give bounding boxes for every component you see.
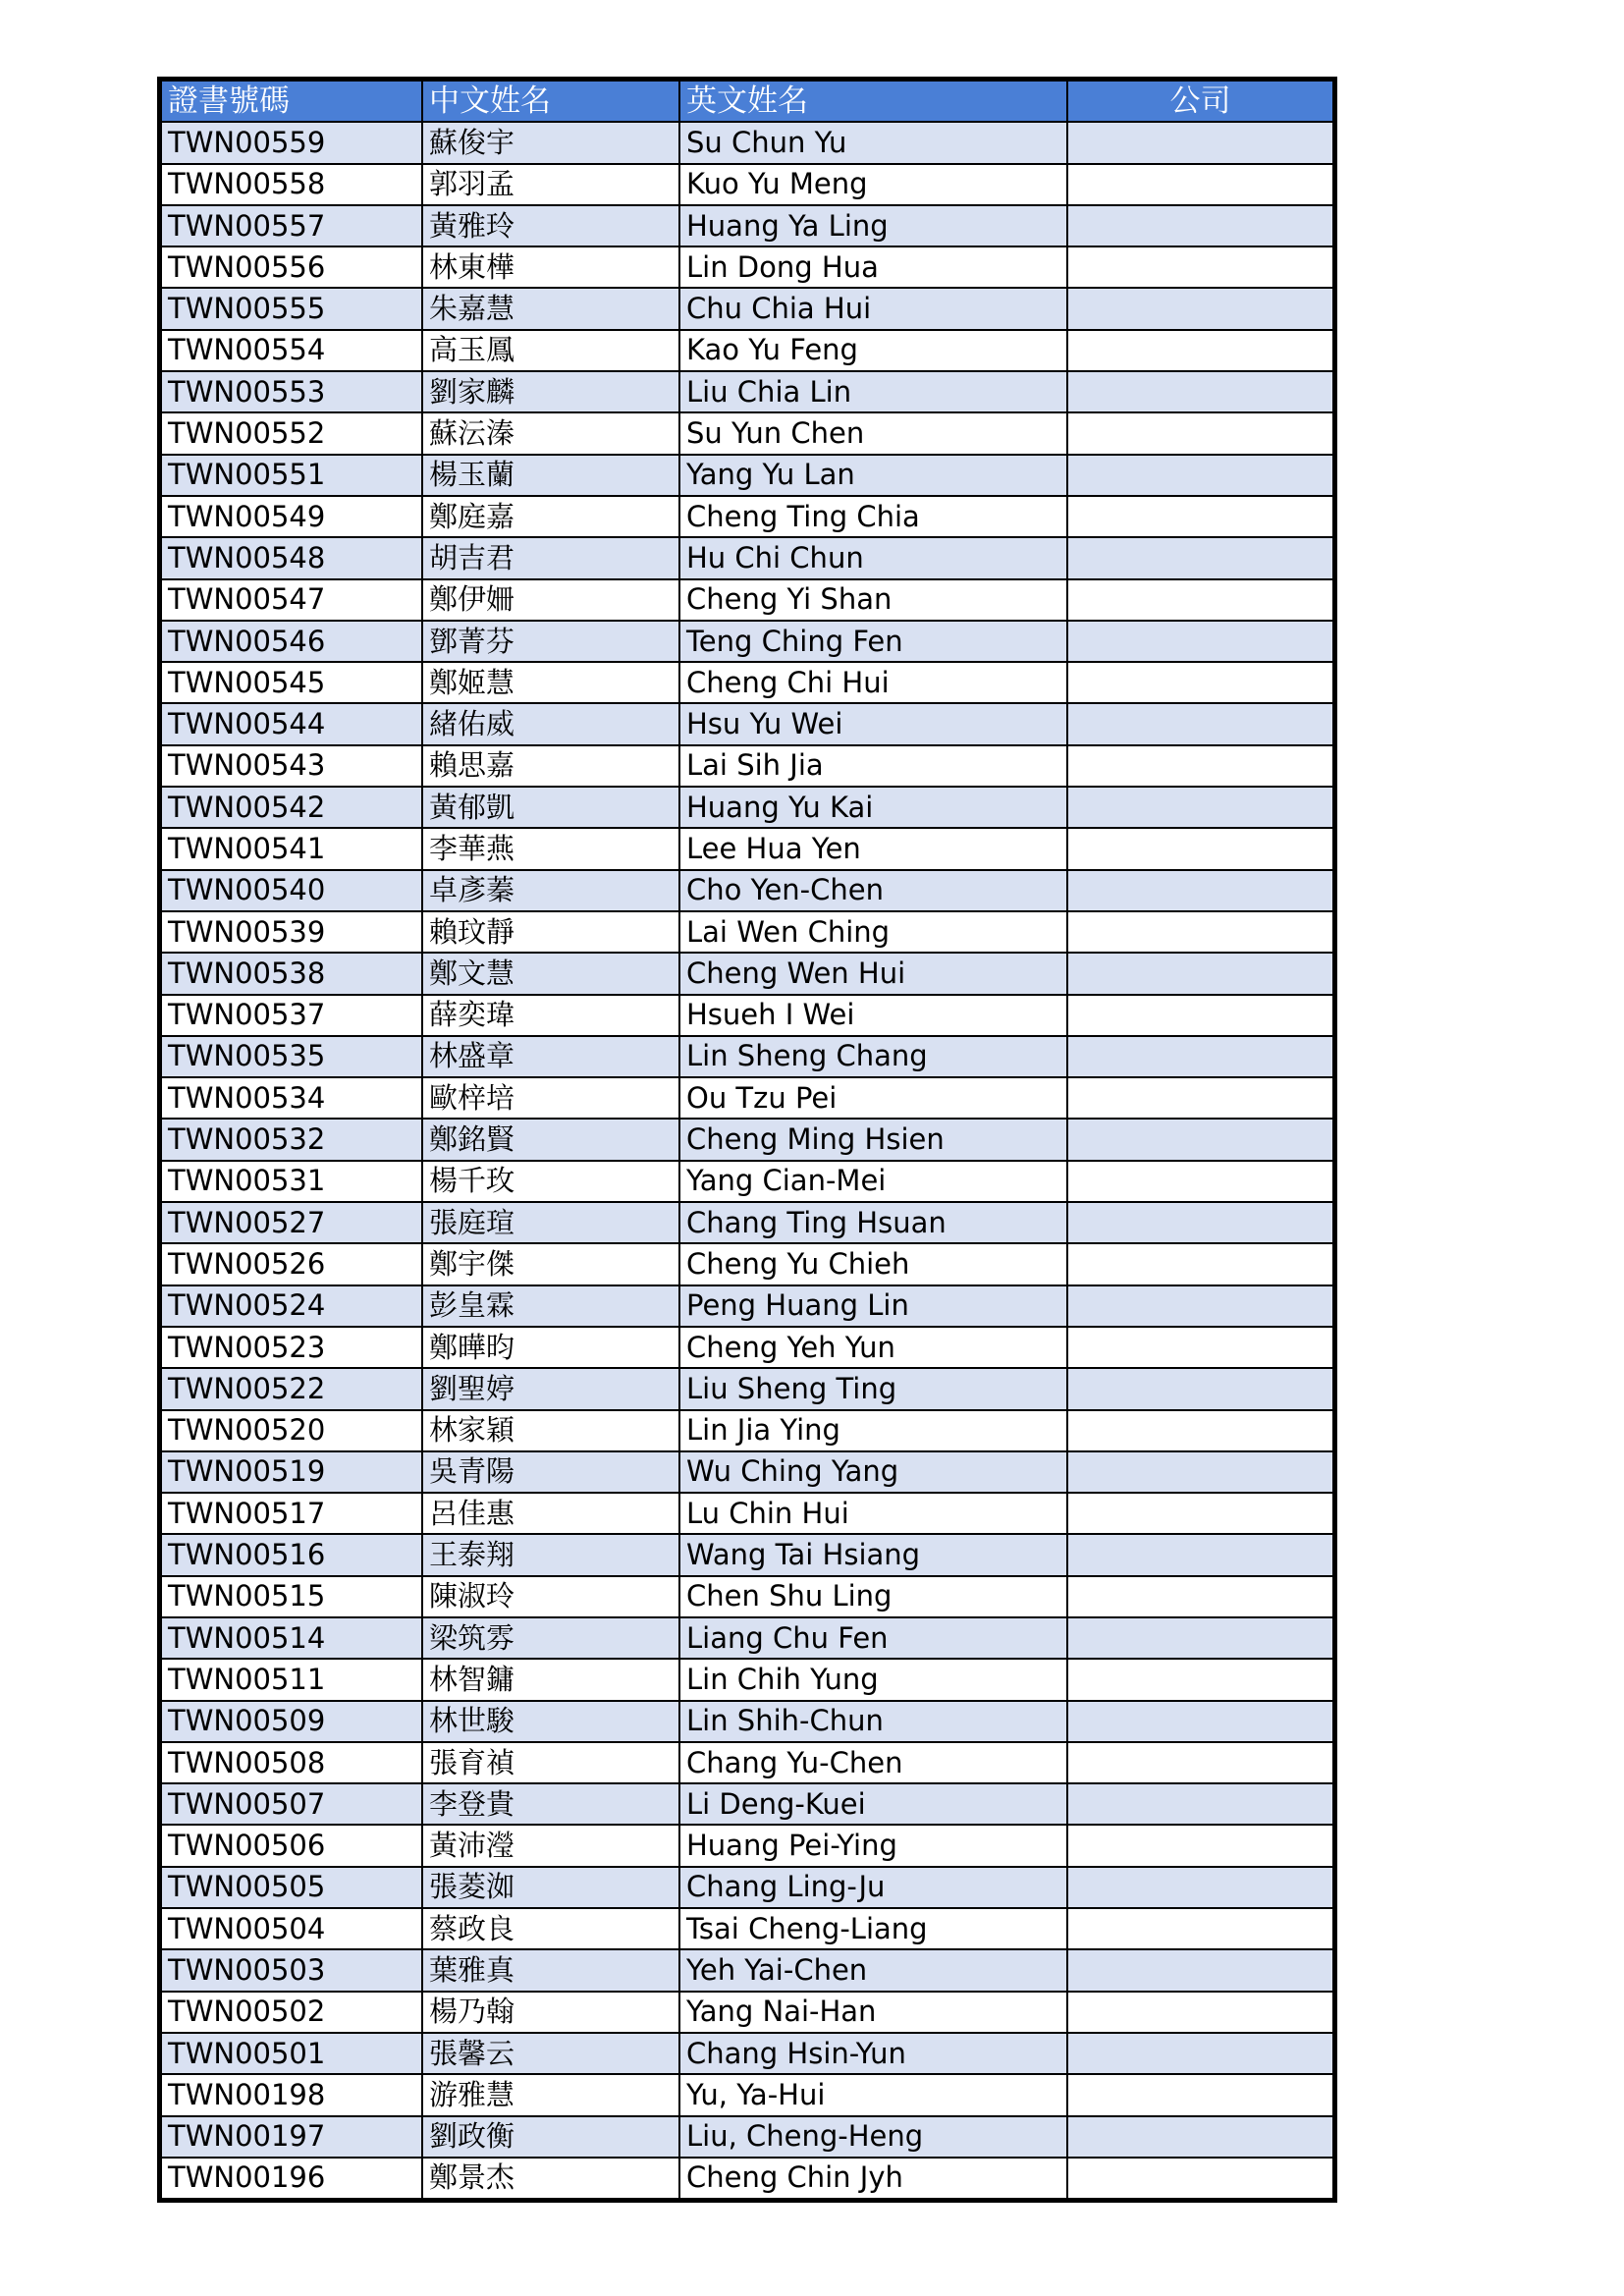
cell-company (1067, 164, 1333, 205)
cell-english-name: Su Yun Chen (679, 412, 1067, 454)
cell-company (1067, 953, 1333, 994)
cell-certificate-number: TWN00508 (161, 1742, 422, 1783)
cell-chinese-name: 劉聖婷 (422, 1368, 679, 1409)
cell-chinese-name: 蘇俊宇 (422, 122, 679, 163)
cell-chinese-name: 楊玉蘭 (422, 455, 679, 496)
cell-company (1067, 911, 1333, 953)
certificate-table-container (157, 77, 1337, 2203)
table-row (161, 579, 1333, 621)
cell-company (1067, 1327, 1333, 1368)
cell-certificate-number: TWN00557 (161, 205, 422, 246)
cell-english-name: Liu Sheng Ting (679, 1368, 1067, 1409)
table-row (161, 122, 1333, 163)
table-row (161, 1867, 1333, 1908)
cell-chinese-name: 歐梓培 (422, 1077, 679, 1119)
table-row (161, 2116, 1333, 2158)
cell-english-name: Chang Yu-Chen (679, 1742, 1067, 1783)
cell-company (1067, 1908, 1333, 1949)
cell-certificate-number: TWN00507 (161, 1783, 422, 1825)
table-row (161, 745, 1333, 787)
cell-company (1067, 1825, 1333, 1866)
table-row (161, 1992, 1333, 2033)
cell-english-name: Lee Hua Yen (679, 828, 1067, 869)
cell-english-name: Li Deng-Kuei (679, 1783, 1067, 1825)
cell-company (1067, 1992, 1333, 2033)
cell-english-name: Hsu Yu Wei (679, 703, 1067, 744)
cell-company (1067, 870, 1333, 911)
cell-chinese-name: 林智鏞 (422, 1659, 679, 1700)
cell-company (1067, 537, 1333, 578)
cell-english-name: Cheng Chi Hui (679, 662, 1067, 703)
cell-certificate-number: TWN00515 (161, 1576, 422, 1617)
cell-company (1067, 2158, 1333, 2199)
table-row (161, 1908, 1333, 1949)
cell-certificate-number: TWN00514 (161, 1617, 422, 1659)
cell-certificate-number: TWN00503 (161, 1949, 422, 1991)
cell-english-name: Chen Shu Ling (679, 1576, 1067, 1617)
table-row (161, 1036, 1333, 1077)
cell-certificate-number: TWN00531 (161, 1161, 422, 1202)
cell-certificate-number: TWN00546 (161, 621, 422, 662)
cell-english-name: Kuo Yu Meng (679, 164, 1067, 205)
table-row (161, 1077, 1333, 1119)
table-row (161, 371, 1333, 412)
cell-chinese-name: 蔡政良 (422, 1908, 679, 1949)
cell-chinese-name: 郭羽孟 (422, 164, 679, 205)
cell-english-name: Yu, Ya-Hui (679, 2074, 1067, 2115)
cell-certificate-number: TWN00532 (161, 1119, 422, 1160)
cell-company (1067, 1161, 1333, 1202)
cell-company (1067, 1659, 1333, 1700)
cell-english-name: Cheng Yu Chieh (679, 1243, 1067, 1285)
cell-english-name: Liu, Cheng-Heng (679, 2116, 1067, 2158)
cell-english-name: Ou Tzu Pei (679, 1077, 1067, 1119)
cell-company (1067, 621, 1333, 662)
cell-company (1067, 1576, 1333, 1617)
cell-company (1067, 1036, 1333, 1077)
header-english-name: 英文姓名 (679, 81, 1067, 122)
cell-english-name: Lin Chih Yung (679, 1659, 1067, 1700)
cell-company (1067, 1783, 1333, 1825)
cell-certificate-number: TWN00542 (161, 787, 422, 828)
cell-certificate-number: TWN00534 (161, 1077, 422, 1119)
cell-english-name: Tsai Cheng-Liang (679, 1908, 1067, 1949)
table-row (161, 537, 1333, 578)
table-row (161, 1701, 1333, 1742)
table-row (161, 1451, 1333, 1493)
table-row (161, 1949, 1333, 1991)
cell-certificate-number: TWN00559 (161, 122, 422, 163)
cell-certificate-number: TWN00535 (161, 1036, 422, 1077)
cell-chinese-name: 鄭文慧 (422, 953, 679, 994)
cell-chinese-name: 梁筑雰 (422, 1617, 679, 1659)
cell-company (1067, 122, 1333, 163)
table-row (161, 205, 1333, 246)
cell-certificate-number: TWN00516 (161, 1534, 422, 1575)
cell-company (1067, 1202, 1333, 1243)
cell-company (1067, 1077, 1333, 1119)
cell-chinese-name: 鄧菁芬 (422, 621, 679, 662)
table-row (161, 1327, 1333, 1368)
cell-chinese-name: 陳淑玲 (422, 1576, 679, 1617)
table-row (161, 1742, 1333, 1783)
table-row (161, 870, 1333, 911)
cell-company (1067, 1410, 1333, 1451)
cell-company (1067, 1119, 1333, 1160)
cell-english-name: Huang Yu Kai (679, 787, 1067, 828)
cell-company (1067, 1493, 1333, 1534)
cell-chinese-name: 高玉鳳 (422, 330, 679, 371)
table-row (161, 703, 1333, 744)
cell-certificate-number: TWN00519 (161, 1451, 422, 1493)
cell-chinese-name: 賴玟靜 (422, 911, 679, 953)
header-certificate-number: 證書號碼 (161, 81, 422, 122)
cell-chinese-name: 林世駿 (422, 1701, 679, 1742)
table-row (161, 2074, 1333, 2115)
certificate-table (160, 80, 1334, 2200)
cell-english-name: Peng Huang Lin (679, 1285, 1067, 1327)
table-row (161, 1410, 1333, 1451)
table-row (161, 2033, 1333, 2074)
cell-english-name: Yeh Yai-Chen (679, 1949, 1067, 1991)
cell-english-name: Liu Chia Lin (679, 371, 1067, 412)
table-row (161, 496, 1333, 537)
cell-certificate-number: TWN00501 (161, 2033, 422, 2074)
cell-chinese-name: 楊乃翰 (422, 1992, 679, 2033)
cell-company (1067, 1368, 1333, 1409)
cell-english-name: Cheng Ting Chia (679, 496, 1067, 537)
table-row (161, 787, 1333, 828)
cell-certificate-number: TWN00555 (161, 288, 422, 329)
cell-certificate-number: TWN00551 (161, 455, 422, 496)
cell-chinese-name: 張育禎 (422, 1742, 679, 1783)
table-row (161, 330, 1333, 371)
cell-certificate-number: TWN00552 (161, 412, 422, 454)
cell-company (1067, 703, 1333, 744)
table-row (161, 412, 1333, 454)
header-chinese-name: 中文姓名 (422, 81, 679, 122)
cell-certificate-number: TWN00520 (161, 1410, 422, 1451)
cell-certificate-number: TWN00558 (161, 164, 422, 205)
table-row (161, 246, 1333, 288)
table-row (161, 1161, 1333, 1202)
cell-certificate-number: TWN00554 (161, 330, 422, 371)
cell-chinese-name: 鄭曄昀 (422, 1327, 679, 1368)
cell-english-name: Lai Wen Ching (679, 911, 1067, 953)
cell-chinese-name: 蘇沄溱 (422, 412, 679, 454)
table-row (161, 662, 1333, 703)
cell-chinese-name: 張庭瑄 (422, 1202, 679, 1243)
cell-company (1067, 205, 1333, 246)
cell-english-name: Wang Tai Hsiang (679, 1534, 1067, 1575)
cell-company (1067, 579, 1333, 621)
cell-certificate-number: TWN00526 (161, 1243, 422, 1285)
cell-certificate-number: TWN00548 (161, 537, 422, 578)
table-row (161, 621, 1333, 662)
cell-chinese-name: 鄭宇傑 (422, 1243, 679, 1285)
cell-company (1067, 1949, 1333, 1991)
table-row (161, 1534, 1333, 1575)
cell-chinese-name: 胡吉君 (422, 537, 679, 578)
cell-company (1067, 828, 1333, 869)
cell-chinese-name: 卓彥蓁 (422, 870, 679, 911)
cell-chinese-name: 鄭景杰 (422, 2158, 679, 2199)
cell-company (1067, 2116, 1333, 2158)
cell-certificate-number: TWN00540 (161, 870, 422, 911)
cell-certificate-number: TWN00545 (161, 662, 422, 703)
table-row (161, 911, 1333, 953)
table-body (161, 122, 1333, 2199)
cell-chinese-name: 黃雅玲 (422, 205, 679, 246)
cell-certificate-number: TWN00547 (161, 579, 422, 621)
cell-company (1067, 246, 1333, 288)
cell-english-name: Chang Ling-Ju (679, 1867, 1067, 1908)
table-row (161, 1285, 1333, 1327)
table-row (161, 288, 1333, 329)
table-row (161, 1202, 1333, 1243)
cell-chinese-name: 鄭伊姍 (422, 579, 679, 621)
cell-certificate-number: TWN00543 (161, 745, 422, 787)
cell-certificate-number: TWN00196 (161, 2158, 422, 2199)
cell-chinese-name: 游雅慧 (422, 2074, 679, 2115)
cell-certificate-number: TWN00198 (161, 2074, 422, 2115)
cell-company (1067, 1742, 1333, 1783)
table-row (161, 455, 1333, 496)
cell-company (1067, 1534, 1333, 1575)
cell-english-name: Yang Nai-Han (679, 1992, 1067, 2033)
cell-chinese-name: 緒佑威 (422, 703, 679, 744)
cell-english-name: Kao Yu Feng (679, 330, 1067, 371)
cell-certificate-number: TWN00527 (161, 1202, 422, 1243)
cell-chinese-name: 鄭庭嘉 (422, 496, 679, 537)
cell-english-name: Chang Hsin-Yun (679, 2033, 1067, 2074)
cell-company (1067, 662, 1333, 703)
cell-company (1067, 1867, 1333, 1908)
cell-company (1067, 455, 1333, 496)
cell-chinese-name: 李登貴 (422, 1783, 679, 1825)
cell-english-name: Yang Cian-Mei (679, 1161, 1067, 1202)
cell-chinese-name: 薛奕瑋 (422, 995, 679, 1036)
table-row (161, 1576, 1333, 1617)
cell-english-name: Lin Shih-Chun (679, 1701, 1067, 1742)
cell-company (1067, 1243, 1333, 1285)
cell-company (1067, 1701, 1333, 1742)
cell-certificate-number: TWN00539 (161, 911, 422, 953)
cell-company (1067, 1451, 1333, 1493)
cell-certificate-number: TWN00556 (161, 246, 422, 288)
cell-company (1067, 412, 1333, 454)
cell-certificate-number: TWN00538 (161, 953, 422, 994)
table-row (161, 1783, 1333, 1825)
cell-certificate-number: TWN00537 (161, 995, 422, 1036)
cell-certificate-number: TWN00197 (161, 2116, 422, 2158)
cell-certificate-number: TWN00524 (161, 1285, 422, 1327)
cell-english-name: Lin Dong Hua (679, 246, 1067, 288)
cell-certificate-number: TWN00522 (161, 1368, 422, 1409)
table-row (161, 995, 1333, 1036)
cell-chinese-name: 楊千玫 (422, 1161, 679, 1202)
cell-company (1067, 371, 1333, 412)
cell-chinese-name: 劉政衡 (422, 2116, 679, 2158)
table-row (161, 164, 1333, 205)
cell-company (1067, 2074, 1333, 2115)
cell-english-name: Chang Ting Hsuan (679, 1202, 1067, 1243)
cell-company (1067, 288, 1333, 329)
cell-chinese-name: 賴思嘉 (422, 745, 679, 787)
cell-chinese-name: 黃沛瀅 (422, 1825, 679, 1866)
cell-english-name: Huang Pei-Ying (679, 1825, 1067, 1866)
table-row (161, 1243, 1333, 1285)
table-row (161, 2158, 1333, 2199)
cell-chinese-name: 鄭銘賢 (422, 1119, 679, 1160)
cell-english-name: Su Chun Yu (679, 122, 1067, 163)
cell-company (1067, 2033, 1333, 2074)
cell-english-name: Lin Jia Ying (679, 1410, 1067, 1451)
cell-certificate-number: TWN00517 (161, 1493, 422, 1534)
cell-english-name: Liang Chu Fen (679, 1617, 1067, 1659)
table-row (161, 1368, 1333, 1409)
cell-certificate-number: TWN00544 (161, 703, 422, 744)
cell-chinese-name: 呂佳惠 (422, 1493, 679, 1534)
cell-english-name: Cheng Wen Hui (679, 953, 1067, 994)
cell-english-name: Cheng Yeh Yun (679, 1327, 1067, 1368)
cell-certificate-number: TWN00541 (161, 828, 422, 869)
cell-english-name: Hsueh I Wei (679, 995, 1067, 1036)
table-row (161, 1659, 1333, 1700)
cell-english-name: Yang Yu Lan (679, 455, 1067, 496)
cell-company (1067, 1285, 1333, 1327)
cell-certificate-number: TWN00504 (161, 1908, 422, 1949)
cell-english-name: Cheng Ming Hsien (679, 1119, 1067, 1160)
cell-english-name: Cho Yen-Chen (679, 870, 1067, 911)
cell-certificate-number: TWN00511 (161, 1659, 422, 1700)
cell-certificate-number: TWN00523 (161, 1327, 422, 1368)
cell-chinese-name: 張馨云 (422, 2033, 679, 2074)
cell-certificate-number: TWN00506 (161, 1825, 422, 1866)
cell-chinese-name: 張菱洳 (422, 1867, 679, 1908)
table-row (161, 828, 1333, 869)
cell-chinese-name: 彭皇霖 (422, 1285, 679, 1327)
cell-certificate-number: TWN00502 (161, 1992, 422, 2033)
cell-certificate-number: TWN00505 (161, 1867, 422, 1908)
cell-english-name: Huang Ya Ling (679, 205, 1067, 246)
cell-chinese-name: 林東樺 (422, 246, 679, 288)
cell-certificate-number: TWN00553 (161, 371, 422, 412)
cell-english-name: Cheng Yi Shan (679, 579, 1067, 621)
cell-company (1067, 496, 1333, 537)
cell-certificate-number: TWN00549 (161, 496, 422, 537)
table-row (161, 1493, 1333, 1534)
cell-chinese-name: 黃郁凱 (422, 787, 679, 828)
cell-company (1067, 745, 1333, 787)
cell-english-name: Wu Ching Yang (679, 1451, 1067, 1493)
cell-english-name: Teng Ching Fen (679, 621, 1067, 662)
cell-certificate-number: TWN00509 (161, 1701, 422, 1742)
cell-chinese-name: 鄭姬慧 (422, 662, 679, 703)
cell-english-name: Hu Chi Chun (679, 537, 1067, 578)
cell-chinese-name: 李華燕 (422, 828, 679, 869)
table-row (161, 953, 1333, 994)
cell-chinese-name: 劉家麟 (422, 371, 679, 412)
cell-chinese-name: 吳青陽 (422, 1451, 679, 1493)
cell-company (1067, 1617, 1333, 1659)
header-company: 公司 (1067, 81, 1333, 122)
table-row (161, 1825, 1333, 1866)
cell-english-name: Lin Sheng Chang (679, 1036, 1067, 1077)
cell-english-name: Chu Chia Hui (679, 288, 1067, 329)
cell-company (1067, 787, 1333, 828)
cell-english-name: Lai Sih Jia (679, 745, 1067, 787)
cell-chinese-name: 林家穎 (422, 1410, 679, 1451)
table-header-row (161, 81, 1333, 122)
cell-chinese-name: 葉雅真 (422, 1949, 679, 1991)
table-row (161, 1119, 1333, 1160)
cell-company (1067, 330, 1333, 371)
table-row (161, 1617, 1333, 1659)
cell-english-name: Cheng Chin Jyh (679, 2158, 1067, 2199)
cell-chinese-name: 朱嘉慧 (422, 288, 679, 329)
cell-chinese-name: 王泰翔 (422, 1534, 679, 1575)
cell-english-name: Lu Chin Hui (679, 1493, 1067, 1534)
cell-company (1067, 995, 1333, 1036)
cell-chinese-name: 林盛章 (422, 1036, 679, 1077)
